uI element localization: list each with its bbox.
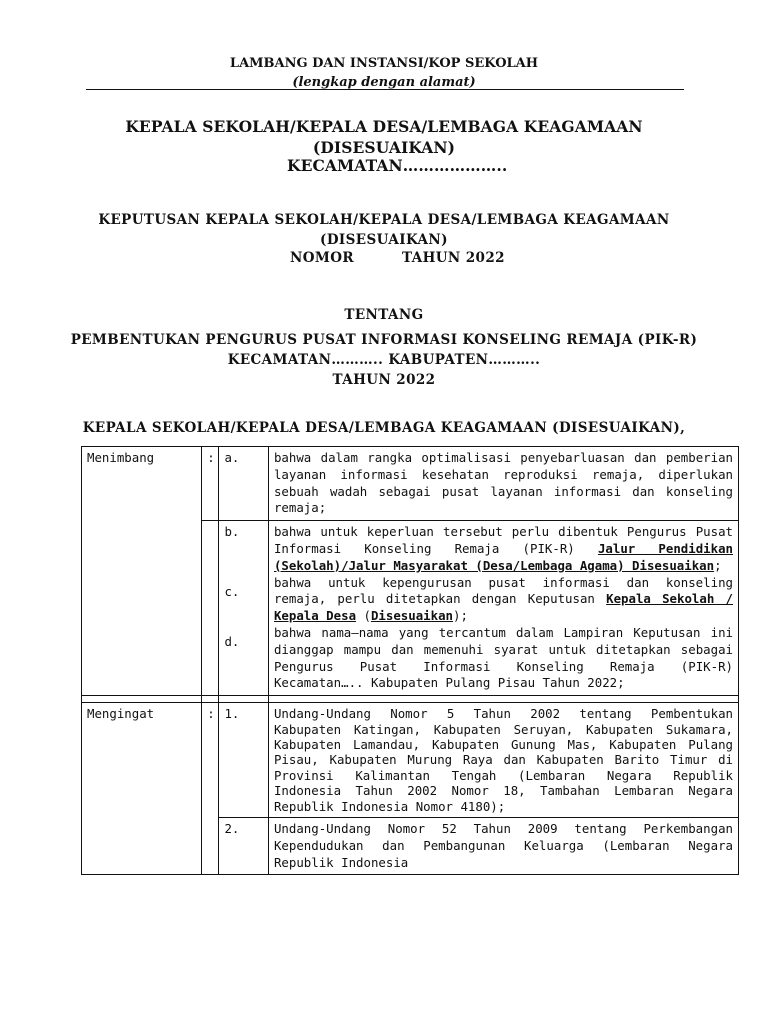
issuer-line-2: (DISESUAIKAN) — [312, 138, 456, 157]
keputusan-line-2: (DISESUAIKAN) — [320, 232, 448, 248]
menimbang-c-text: bahwa untuk kepengurusan pusat informasi dan konseling remaja, perlu ditetapkan dengan Keputusan Kepala Sekolah / Kepala Desa (Disesuaikan); — [273, 574, 733, 624]
menimbang-b-text: bahwa untuk keperluan tersebut perlu dibentuk Pengurus Pusat Informasi Konseling Remaja (PIK-R) Jalur Pendidikan (Sekolah)/Jalur Masyarakat (Desa/Lembaga Agama) Disesuaikan; — [273, 524, 734, 573]
spacer-row — [82, 696, 739, 703]
item-number: 2. — [219, 818, 269, 875]
keputusan-line-1: KEPUTUSAN KEPALA SEKOLAH/KEPALA DESA/LEMBAGA KEAGAMAAN — [98, 212, 670, 228]
menimbang-bcd-text — [268, 521, 738, 696]
mengingat-colon: : — [202, 703, 219, 875]
table-row — [82, 447, 739, 521]
signer-heading: KEPALA SEKOLAH/KEPALA DESA/LEMBAGA KEAGAMAAN (DISESUAIKAN), — [82, 420, 686, 436]
kecamatan-heading: KECAMATAN……………….. — [287, 156, 508, 175]
menimbang-d-text: bahwa nama–nama yang tercantum dalam Lampiran Keputusan ini dianggap mampu dan memenuhi syarat untuk ditetapkan sebagai Pengurus Pusat Informasi Konseling Remaja (PIK-R) Kecamatan….. Kabupaten Pulang Pisau Tahun 2022; — [273, 624, 733, 691]
kop-line-1: LAMBANG DAN INSTANSI/KOP SEKOLAH — [229, 56, 539, 71]
item-number: 1. — [219, 703, 269, 818]
nomor-label: NOMOR — [290, 250, 355, 266]
tahun-label: TAHUN 2022 — [402, 250, 505, 266]
kop-divider — [86, 89, 684, 90]
subject-title — [0, 330, 768, 390]
consideration-table — [81, 446, 739, 875]
subject-line-1: PEMBENTUKAN PENGURUS PUSAT INFORMASI KONSELING REMAJA (PIK-R) — [70, 332, 698, 348]
subject-line-2: KECAMATAN……….. KABUPATEN……….. — [227, 352, 541, 368]
tentang-label: TENTANG — [344, 307, 424, 323]
table-row — [82, 703, 739, 818]
item-number: b. — [224, 524, 240, 540]
mengingat-1-text: Undang-Undang Nomor 5 Tahun 2002 tentang Pembentukan Kabupaten Katingan, Kabupaten Seruyan, Kabupaten Sukamara, Kabupaten Lamandau, Kabupaten Gunung Mas, Kabupaten Pulang Pisau, Kabupaten Murung Raya dan Kabupaten Barito Timur di Provinsi Kalimantan Tengah (Lembaran Negara Republik Indonesia Tahun 2002 Nomor 18, Tambahan Lembaran Negara Republik Indonesia Nomor 4180); — [268, 703, 738, 818]
keputusan-title — [0, 210, 768, 250]
kop-sekolah — [0, 54, 768, 92]
subject-line-3: TAHUN 2022 — [332, 372, 436, 388]
issuer-heading — [0, 116, 768, 158]
mengingat-2-text: Undang-Undang Nomor 52 Tahun 2009 tentang Perkembangan Kependudukan dan Pembangunan Keluarga (Lembaran Negara Republik Indonesia — [268, 818, 738, 875]
item-numbers-bcd — [219, 521, 269, 696]
item-number: c. — [224, 584, 240, 600]
menimbang-label: Menimbang — [82, 447, 202, 696]
item-number: d. — [224, 634, 240, 650]
kop-line-2: (lengkap dengan alamat) — [292, 75, 476, 90]
menimbang-a-text: bahwa dalam rangka optimalisasi penyebarluasan dan pemberian layanan informasi kesehatan reproduksi remaja, diperlukan sebuah wadah sebagai pusat layanan informasi dan konseling remaja; — [268, 447, 738, 521]
issuer-line-1: KEPALA SEKOLAH/KEPALA DESA/LEMBAGA KEAGAMAAN — [125, 117, 643, 136]
item-number: a. — [219, 447, 269, 521]
menimbang-colon: : — [202, 447, 219, 521]
mengingat-label: Mengingat — [82, 703, 202, 875]
